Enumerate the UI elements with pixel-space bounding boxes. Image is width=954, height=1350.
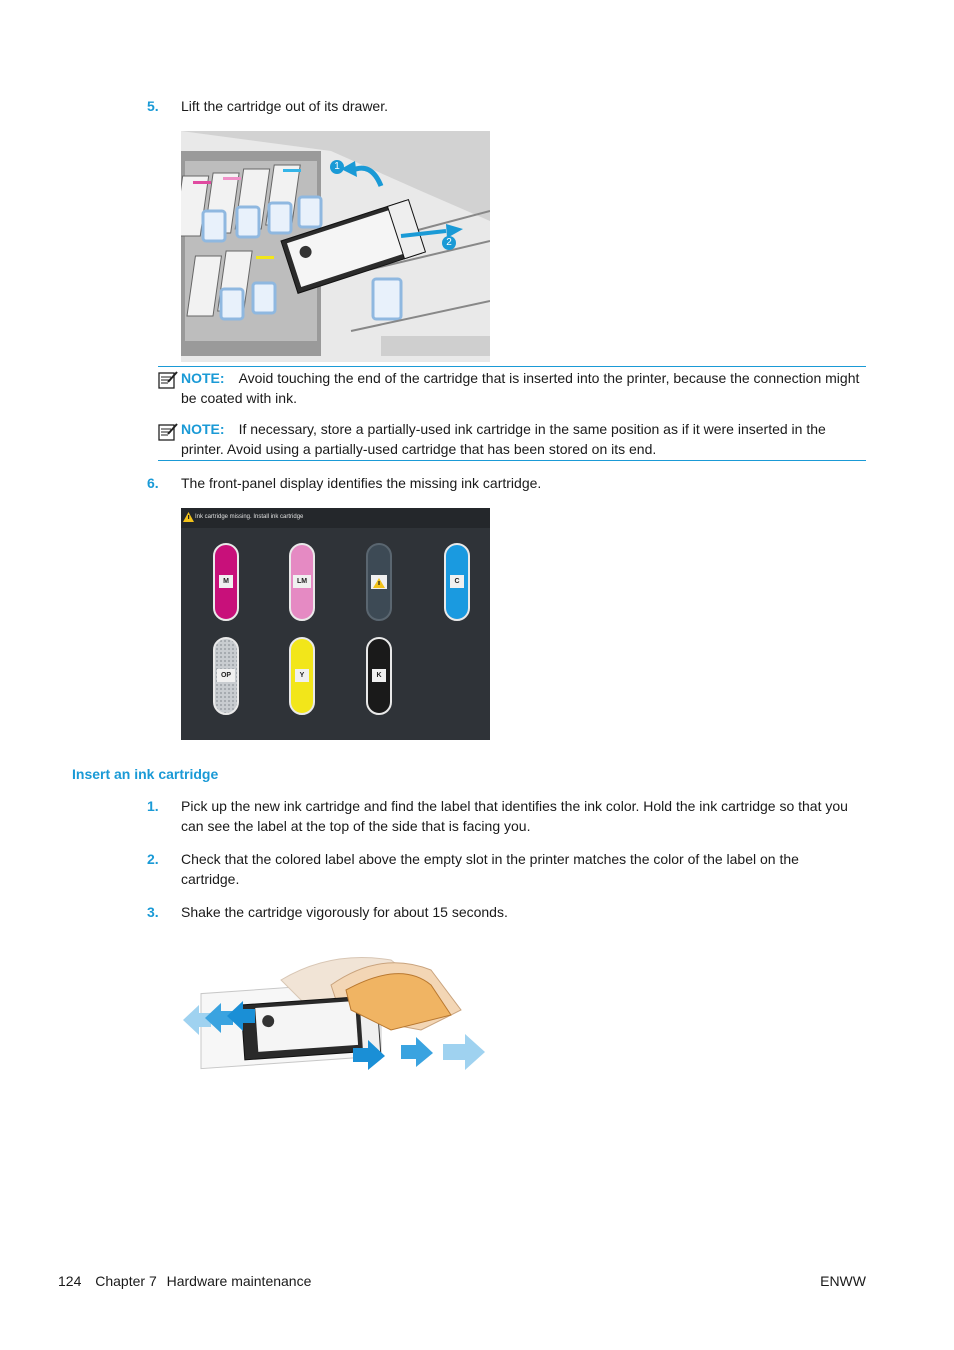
insert-step-3-number: 3.: [147, 904, 159, 920]
note-1-label: NOTE:: [181, 370, 225, 386]
shake-cartridge-illustration: [181, 940, 490, 1080]
section-heading: Insert an ink cartridge: [72, 766, 219, 782]
footer-right: ENWW: [820, 1273, 866, 1289]
warning-icon: [371, 576, 387, 590]
insert-step-3-text: Shake the cartridge vigorously for about 15 seconds.: [181, 904, 508, 920]
slot-k: [366, 637, 392, 715]
slot-y: [289, 637, 315, 715]
note-2-label: NOTE:: [181, 421, 225, 437]
panel-header: [181, 508, 490, 528]
footer-page-number: 124: [58, 1273, 82, 1289]
slot-missing: [366, 543, 392, 621]
insert-step-2-text: Check that the colored label above the empty slot in the printer matches the color of the label on the cartridge.: [181, 851, 799, 887]
shake-cartridge-svg: [181, 940, 490, 1080]
slot-m: [213, 543, 239, 621]
step-6-text: The front-panel display identifies the missing ink cartridge.: [181, 475, 542, 491]
slot-c-label: C: [450, 575, 464, 588]
note-2: [158, 418, 866, 461]
footer-chapter: Chapter 7: [95, 1273, 157, 1289]
note-icon: [158, 422, 178, 442]
slot-op-label: OP: [217, 669, 235, 682]
callout-1: 1: [330, 160, 344, 174]
footer-chapter-title: Hardware maintenance: [166, 1273, 312, 1289]
slot-k-label: K: [372, 669, 386, 682]
slot-op: [213, 637, 239, 715]
slot-m-label: M: [219, 575, 233, 588]
note-1-text: Avoid touching the end of the cartridge that is inserted into the printer, because the connection might be coated with ink.: [181, 370, 860, 406]
slot-lm-label: LM: [293, 575, 311, 588]
cartridge-drawer-illustration: [181, 131, 490, 362]
note-2-bottom-rule: [158, 460, 866, 461]
slot-lm: [289, 543, 315, 621]
slot-missing-warning: [371, 575, 387, 589]
step-6-number: 6.: [147, 475, 159, 491]
slot-y-label: Y: [295, 669, 309, 682]
step-5-text: Lift the cartridge out of its drawer.: [181, 98, 388, 114]
footer-left: [58, 1271, 311, 1291]
insert-step-2-number: 2.: [147, 851, 159, 867]
panel-message: Ink cartridge missing. Install ink cartridge: [195, 514, 304, 520]
callout-2: 2: [442, 236, 456, 250]
note-icon: [158, 370, 178, 390]
slot-c: [444, 543, 470, 621]
insert-step-1-text: Pick up the new ink cartridge and find the label that identifies the ink color. Hold the ink cartridge so that you can see the label at the top of the side that is facing you.: [181, 798, 848, 834]
warning-icon: [183, 512, 194, 522]
note-2-text: If necessary, store a partially-used ink cartridge in the same position as if it were inserted in the printer. Avoid using a partially-used cartridge that has been stored on its end.: [181, 421, 826, 457]
insert-step-1-number: 1.: [147, 798, 159, 814]
step-5-number: 5.: [147, 98, 159, 114]
front-panel-display: [181, 508, 490, 740]
note-1: [158, 366, 866, 408]
